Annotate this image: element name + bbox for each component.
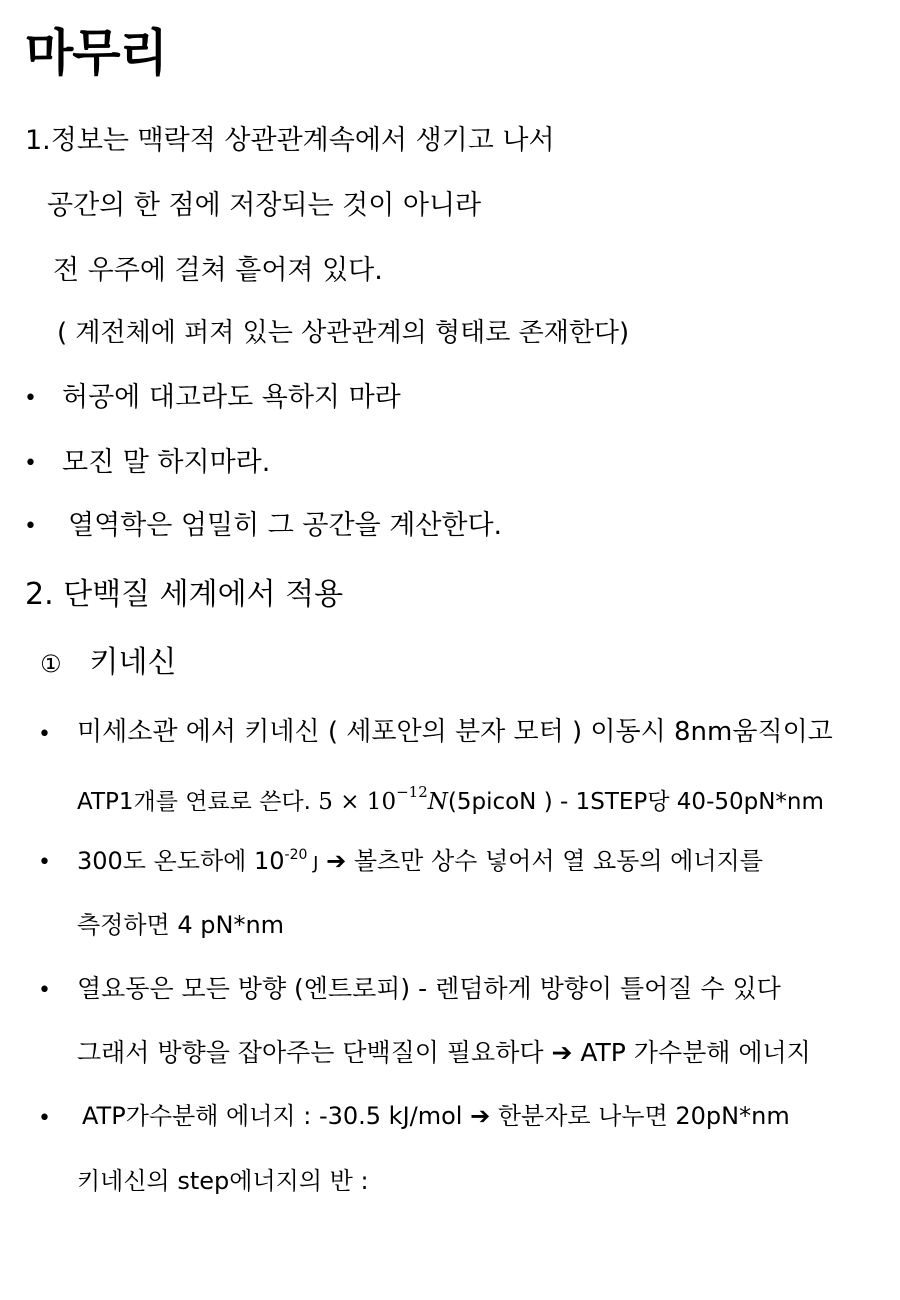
kinesin-item-1-line-2 [77, 785, 824, 814]
section1-line-4: ( 계전체에 퍼져 있는 상관관계의 형태로 존재한다) [57, 318, 630, 348]
text-segment: 볼츠만 상수 넣어서 열 요동의 에너지를 [346, 847, 763, 875]
kinesin-item-4-line-1 [82, 1104, 790, 1128]
kinesin-item-1-line-1: 미세소관 에서 키네신 ( 세포안의 분자 모터 ) 이동시 8nm움직이고 [77, 717, 833, 747]
subsection-title: 키네신 [89, 645, 177, 680]
math-base: 5 × 10 [318, 789, 397, 815]
section1-bullet-3: 열역학은 엄밀히 그 공간을 계산한다. [68, 510, 503, 541]
math-unit: N [427, 789, 448, 815]
text-segment: 한분자로 나누면 20pN*nm [490, 1102, 790, 1130]
arrow-right-icon: ➔ [551, 1038, 573, 1067]
text-segment: ATP가수분해 에너지 : -30.5 kJ/mol [82, 1102, 463, 1130]
math-exponent: −12 [396, 783, 428, 801]
text-segment: ATP 가수분해 에너지 [572, 1038, 811, 1067]
arrow-right-icon: ➔ [470, 1102, 491, 1130]
bullet-icon: • [24, 451, 37, 476]
kinesin-item-4-line-2: 키네신의 step에너지의 반 : [77, 1167, 369, 1195]
text-segment: (5picoN ) - 1STEP당 40-50pN*nm [447, 789, 824, 815]
kinesin-item-3-line-1: 열요동은 모든 방향 (엔트로피) - 렌덤하게 방향이 틀어질 수 있다 [77, 974, 781, 1003]
section2-heading: 2. 단백질 세계에서 적용 [25, 577, 344, 612]
force-expression [318, 783, 448, 815]
section1-bullet-1: 허공에 대고라도 욕하지 마라 [62, 382, 401, 413]
kinesin-item-3-line-2 [77, 1040, 811, 1065]
bullet-icon: • [38, 1106, 51, 1131]
text-segment: 300도 온도하에 10 [77, 847, 285, 875]
exponent: -20 [284, 847, 308, 863]
section1-line-1: 1.정보는 맥락적 상관관계속에서 생기고 나서 [25, 125, 555, 156]
bullet-icon: • [24, 514, 37, 539]
section1-bullet-2: 모진 말 하지마라. [62, 447, 271, 478]
bullet-icon: • [38, 978, 51, 1003]
section1-line-2: 공간의 한 점에 저장되는 것이 아니라 [47, 190, 482, 221]
page-title: 마무리 [25, 24, 167, 82]
arrow-right-icon: ➔ [326, 847, 347, 875]
text-segment: 그래서 방향을 잡아주는 단백질이 필요하다 [77, 1038, 544, 1067]
bullet-icon: • [38, 722, 51, 747]
circled-number: ① [40, 650, 62, 678]
kinesin-item-2-line-2: 측정하면 4 pN*nm [77, 911, 285, 939]
bullet-icon: • [24, 386, 37, 411]
kinesin-item-2-line-1 [77, 848, 763, 873]
text-segment: ATP1개를 연료로 쓴다. [77, 789, 311, 815]
unit: J [307, 853, 319, 874]
section1-line-3: 전 우주에 걸쳐 흩어져 있다. [53, 255, 383, 286]
subsection-heading [40, 645, 177, 680]
bullet-icon: • [38, 850, 51, 875]
